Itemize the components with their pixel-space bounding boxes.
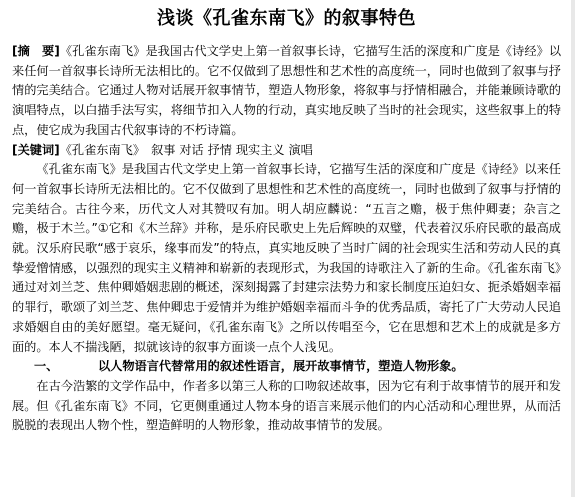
keywords-text: 《孔雀东南飞》 叙事 对话 抒情 现实主义 演唱 [59, 142, 313, 157]
section-heading [12, 357, 561, 377]
keywords-paragraph [12, 141, 561, 161]
section-title: 以人物语言代替常用的叙述性语言，展开故事情节，塑造人物形象。 [98, 359, 464, 374]
document-title: 浅谈《孔雀东南飞》的叙事特色 [157, 8, 416, 29]
section-paragraph: 在古今浩繁的文学作品中，作者多以第三人称的口吻叙述故事，因为它有利于故事情节的展开和发展。但《孔雀东南飞》不同，它更侧重通过人物本身的语言来展示他们的内心活动和心理世界，从而活脱脱的表现出人物个性，塑造鲜明的人物形象，推动故事情节的发展。 [12, 378, 561, 433]
abstract-paragraph [12, 42, 561, 141]
keywords-tag: [关键词] [12, 142, 60, 157]
abstract-text: 《孔雀东南飞》是我国古代文学史上第一首叙事长诗，它描写生活的深度和广度是《诗经》以来任何一首叙事长诗所无法相比的。它不仅做到了思想性和艺术性的高度统一，同时也做到了叙事与抒情的完美结合。它通过人物对话展开叙事情节，塑造人物形象，将叙事与抒情相融合，并能兼顾诗歌的演唱特点，以白描手法写实，将细节扣入人物的行动，真实地反映了当时的社会现实，这些叙事上的特点，使它成为我国古代叙事诗的不朽诗篇。 [12, 44, 562, 137]
scrollbar[interactable] [571, 0, 575, 497]
abstract-tag: [摘 要] [12, 44, 60, 58]
section-number: 一、 [34, 359, 59, 374]
intro-paragraph: 《孔雀东南飞》是我国古代文学史上第一首叙事长诗，它描写生活的深度和广度是《诗经》以来任何一首叙事长诗所无法相比的。它不仅做到了思想性和艺术性的高度统一，同时也做到了叙事与抒情的完美结合。古往今来，历代文人对其赞叹有加。明人胡应麟说：“五言之赡，极于焦仲卿妻；杂言之赡，极于木兰。”①它和《木兰辞》并称，是乐府民歌史上先后辉映的双璧，代表着汉乐府民歌的最高成就。汉乐府民歌“感于哀乐，缘事而发”的特点，真实地反映了当时广阔的社会现实生活和劳动人民的真挚爱憎情感，以强烈的现实主义精神和崭新的表现形式，为我国的诗歌注入了新的生命。《孔雀东南飞》通过对刘兰芝、焦仲卿婚姻悲剧的概述，深刻揭露了封建宗法势力和家长制度压迫妇女、扼杀婚姻幸福的罪行，歌颂了刘兰芝、焦仲卿忠于爱情并为维护婚姻幸福而斗争的优秀品质，寄托了广大劳动人民追求婚姻自由的美好愿望。毫无疑问，《孔雀东南飞》之所以传唱至今，它在思想和艺术上的成就是多方面的。本人不揣浅陋，拟就该诗的叙事方面谈一点个人浅见。 [12, 162, 561, 354]
